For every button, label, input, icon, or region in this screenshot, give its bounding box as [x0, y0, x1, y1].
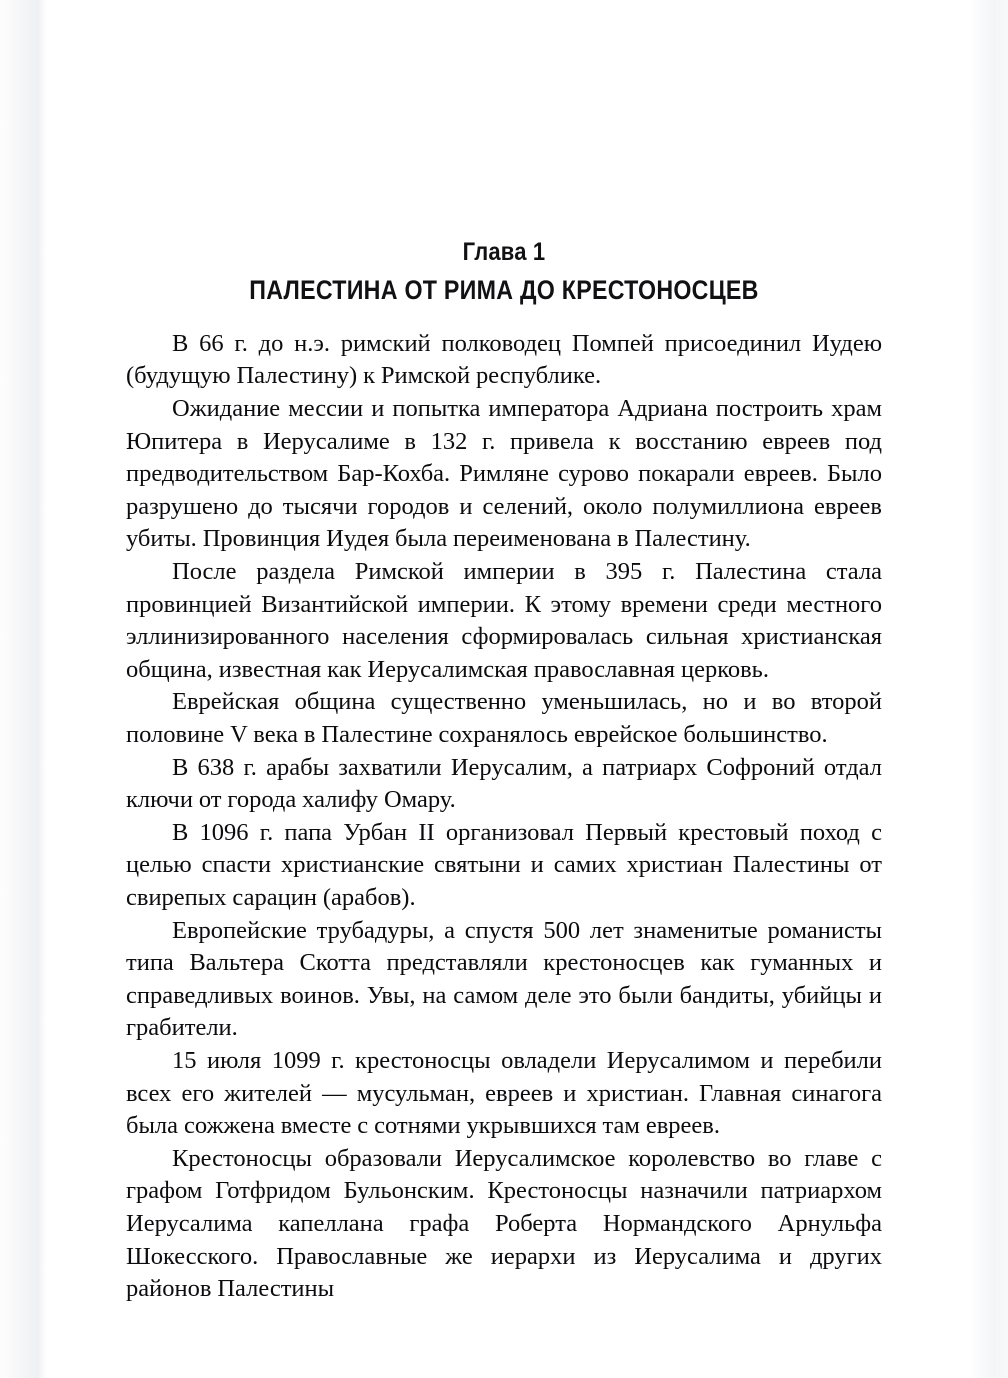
- page-content-column: [126, 0, 882, 1378]
- body-text: [126, 328, 882, 1306]
- paragraph: Крестоносцы образовали Иерусалимское королевство во главе с графом Готфридом Бульонским. Крестоносцы назначили патриархом Иерусалима капеллана графа Роберта Нормандского Арнульфа Шокесского. Православные же иерархи из Иерусалима и других районов Палестины: [126, 1144, 882, 1303]
- paragraph: В 638 г. арабы захватили Иерусалим, а патриарх Софроний отдал ключи от города халифу Омару.: [126, 753, 882, 814]
- page-gutter-left: [0, 0, 46, 1378]
- paragraph: Ожидание мессии и попытка императора Адриана построить храм Юпитера в Иерусалиме в 132 г. привела к восстанию евреев под предводительством Бар-Кохба. Римляне сурово покарали евреев. Было разрушено до тысячи городов и селений, около полумиллиона евреев убиты. Провинция Иудея была переименована в Палестину.: [126, 395, 882, 553]
- paragraph: После раздела Римской империи в 395 г. Палестина стала провинцией Византийской империи. К этому времени среди местного эллинизированного населения сформировалась сильная христианская община, известная как Иерусалимская православная церковь.: [126, 558, 882, 683]
- chapter-heading: [126, 0, 882, 306]
- page-gutter-right: [968, 0, 1008, 1378]
- paragraph: 15 июля 1099 г. крестоносцы овладели Иерусалимом и перебили всех его жителей — мусульман, евреев и христиан. Главная синагога была сожжена вместе с сотнями укрывшихся там евреев.: [126, 1046, 882, 1140]
- paragraph: Еврейская община существенно уменьшилась, но и во второй половине V века в Палестине сохранялось еврейское большинство.: [126, 688, 882, 749]
- chapter-title: ПАЛЕСТИНА ОТ РИМА ДО КРЕСТОНОСЦЕВ: [249, 274, 759, 305]
- paragraph: В 1096 г. папа Урбан II организовал Первый крестовый поход с целью спасти христианские святыни и самих христиан Палестины от свирепых сарацин (арабов).: [126, 818, 882, 911]
- chapter-number: Глава 1: [462, 238, 546, 266]
- paragraph: Европейские трубадуры, а спустя 500 лет знаменитые романисты типа Вальтера Скотта представляли крестоносцев как гуманных и справедливых воинов. Увы, на самом деле это были бандиты, убийцы и грабители.: [126, 916, 882, 1042]
- paragraph: В 66 г. до н.э. римский полководец Помпей присоединил Иудею (будущую Палестину) к Римской республике.: [126, 329, 882, 390]
